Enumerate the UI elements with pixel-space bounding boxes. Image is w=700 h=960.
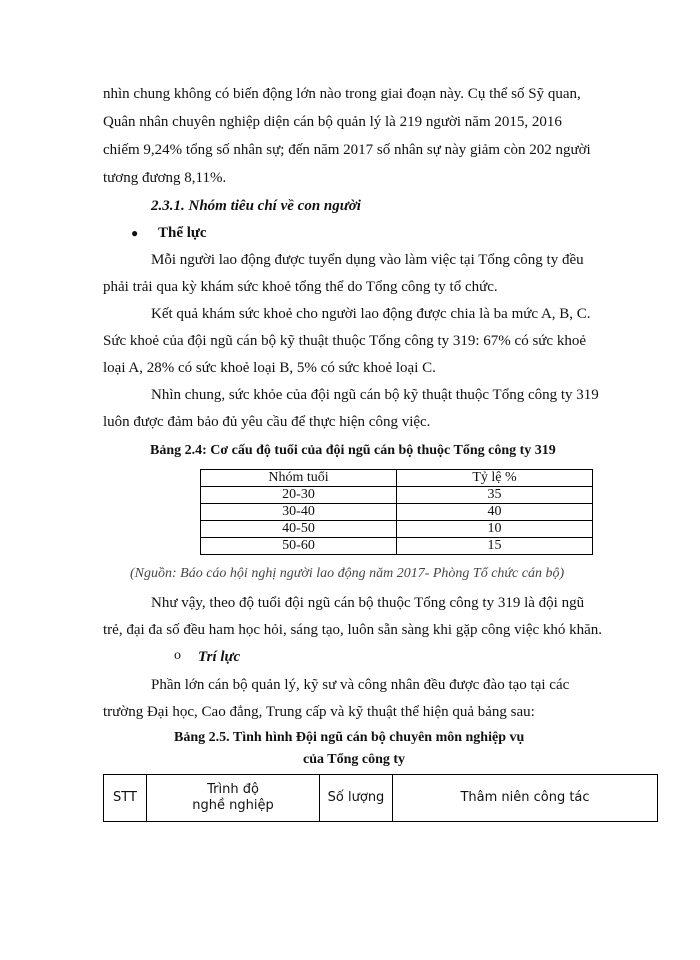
circle-bullet-icon: o <box>174 648 181 663</box>
physical-p2-line-3: loại A, 28% có sức khoẻ loại B, 5% có sức khoẻ loại C. <box>103 360 436 376</box>
table-age-source: (Nguồn: Báo cáo hội nghị người lao động năm 2017- Phòng Tổ chức cán bộ) <box>130 566 565 581</box>
header-qualification <box>147 775 320 822</box>
age-summary-line-2: trẻ, đại đa số đều ham học hỏi, sáng tạo, luôn sẵn sàng khi gặp công việc khó khăn. <box>103 622 603 638</box>
table-row <box>201 487 593 504</box>
physical-p1-line-1: Mỗi người lao động được tuyển dụng vào làm việc tại Tổng công ty đều <box>151 252 584 268</box>
intellect-line-1: Phần lớn cán bộ quản lý, kỹ sư và công nhân đều được đào tạo tại các <box>151 677 570 693</box>
section-heading: 2.3.1. Nhóm tiêu chí về con người <box>151 198 361 214</box>
intro-line-2: Quân nhân chuyên nghiệp diện cán bộ quản lý là 219 người năm 2015, 2016 <box>103 114 562 130</box>
intellect-line-2: trường Đại học, Cao đẳng, Trung cấp và kỹ thuật thể hiện quả bảng sau: <box>103 704 535 720</box>
header-stt: STT <box>104 775 147 822</box>
intro-line-4: tương đương 8,11%. <box>103 170 227 186</box>
header-seniority: Thâm niên công tác <box>393 775 658 822</box>
physical-p2-line-1: Kết quả khám sức khoẻ cho người lao động được chia là ba mức A, B, C. <box>151 306 591 322</box>
cell-percentage: 15 <box>397 538 593 555</box>
cell-age-group: 20-30 <box>201 487 397 504</box>
cell-age-group: 40-50 <box>201 521 397 538</box>
table-staff-caption-line-1: Bảng 2.5. Tình hình Đội ngũ cán bộ chuyên môn nghiệp vụ <box>174 730 525 745</box>
header-qualification-line-1: Trình độ <box>207 782 259 797</box>
table-row <box>201 504 593 521</box>
physical-heading: Thể lực <box>158 225 207 241</box>
intro-line-3: chiếm 9,24% tổng số nhân sự; đến năm 2017 số nhân sự này giảm còn 202 người <box>103 142 591 158</box>
cell-age-group: 50-60 <box>201 538 397 555</box>
cell-age-group: 30-40 <box>201 504 397 521</box>
physical-p2-line-2: Sức khoẻ của đội ngũ cán bộ kỹ thuật thuộc Tổng công ty 319: 67% có sức khoẻ <box>103 333 586 349</box>
intellect-heading: Trí lực <box>198 649 241 665</box>
cell-percentage: 35 <box>397 487 593 504</box>
intro-line-1: nhìn chung không có biến động lớn nào trong giai đoạn này. Cụ thể số Sỹ quan, <box>103 86 581 102</box>
table-age-caption: Bảng 2.4: Cơ cấu độ tuổi của đội ngũ cán bộ thuộc Tổng công ty 319 <box>150 443 556 458</box>
table-header-row <box>201 470 593 487</box>
header-quantity: Số lượng <box>320 775 393 822</box>
table-staff-caption-line-2: của Tổng công ty <box>303 752 406 767</box>
physical-p1-line-2: phải trải qua kỳ khám sức khoẻ tổng thể do Tổng công ty tổ chức. <box>103 279 498 295</box>
age-summary-line-1: Như vậy, theo độ tuổi đội ngũ cán bộ thuộc Tổng công ty 319 là đội ngũ <box>151 595 585 611</box>
table-row <box>201 521 593 538</box>
bullet-dot-icon: ● <box>131 226 139 240</box>
age-structure-table <box>200 469 593 555</box>
table-row <box>201 538 593 555</box>
header-age-group: Nhóm tuổi <box>201 470 397 487</box>
table-header-row <box>104 775 658 822</box>
physical-p3-line-1: Nhìn chung, sức khỏe của đội ngũ cán bộ kỹ thuật thuộc Tổng công ty 319 <box>151 387 599 403</box>
header-qualification-line-2: nghề nghiệp <box>192 798 274 813</box>
cell-percentage: 40 <box>397 504 593 521</box>
cell-percentage: 10 <box>397 521 593 538</box>
header-percentage: Tỷ lệ % <box>397 470 593 487</box>
physical-p3-line-2: luôn được đảm bảo đủ yêu cầu để thực hiện công việc. <box>103 414 431 430</box>
staff-table <box>103 774 658 822</box>
